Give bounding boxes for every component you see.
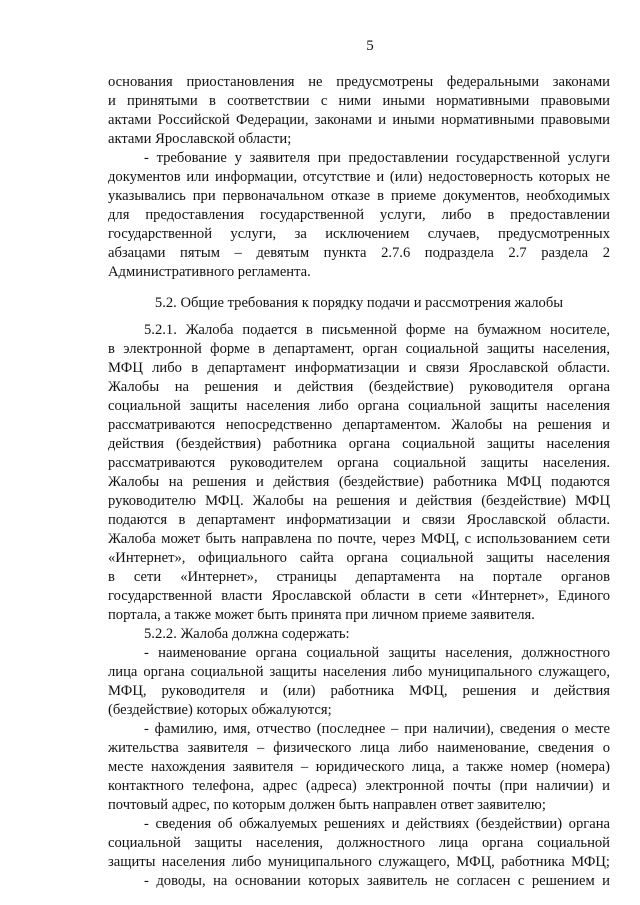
text-line: (бездействие) которых обжалуются; xyxy=(108,702,332,718)
text-line: контактного телефона, адрес (адреса) электронной почты (при наличии) и xyxy=(108,778,610,794)
text-line: государственной услуги, за исключением случаев, предусмотренных xyxy=(108,226,610,242)
text-line: для предоставления государственной услуги, либо в предоставлении xyxy=(108,207,610,223)
text-line: МФЦ либо в департамент информатизации и связи Ярославской области. xyxy=(108,360,610,376)
text-line: защиты населения либо муниципального служащего, МФЦ, работника МФЦ; xyxy=(108,854,610,870)
text-line: жительства заявителя – физического лица либо наименование, сведения о xyxy=(108,740,610,756)
page-number: 5 xyxy=(366,38,374,54)
text-line: подаются в департамент информатизации и связи Ярославской области. xyxy=(108,512,610,528)
text-line: основания приостановления не предусмотрены федеральными законами xyxy=(108,74,610,90)
text-line: МФЦ, руководителя и (или) работника МФЦ, решения и действия xyxy=(108,683,610,699)
text-line: - доводы, на основании которых заявитель не согласен с решением и xyxy=(144,873,610,889)
text-line: - фамилию, имя, отчество (последнее – при наличии), сведения о месте xyxy=(144,721,610,737)
text-line: лица органа социальной защиты населения либо муниципального служащего, xyxy=(108,664,610,680)
text-line: указывались при первоначальном отказе в приеме документов, необходимых xyxy=(108,188,610,204)
text-line: в электронной форме в департамент, орган социальной защиты населения, xyxy=(108,341,610,357)
text-line: «Интернет», официального сайта органа социальной защиты населения xyxy=(108,550,610,566)
text-line: - требование у заявителя при предоставлении государственной услуги xyxy=(144,150,610,166)
text-line: - наименование органа социальной защиты населения, должностного xyxy=(144,645,610,661)
text-line: документов или информации, отсутствие и (или) недостоверность которых не xyxy=(108,169,610,185)
text-line: рассматриваются непосредственно департаментом. Жалобы на решения и xyxy=(108,417,610,433)
text-line: 5.2.2. Жалоба должна содержать: xyxy=(144,626,350,642)
text-line: Административного регламента. xyxy=(108,264,311,280)
text-line: - сведения об обжалуемых решениях и действиях (бездействии) органа xyxy=(144,816,610,832)
text-line: месте нахождения заявителя – юридического лица, а также номер (номера) xyxy=(108,759,610,775)
text-line: государственной власти Ярославской области в сети «Интернет», Единого xyxy=(108,588,610,604)
text-line: Жалобы на решения и действия (бездействие) руководителя органа xyxy=(108,379,610,395)
text-line: Жалобы на решения и действия (бездействие) работника МФЦ подаются xyxy=(108,474,610,490)
text-line: в сети «Интернет», страницы департамента на портале органов xyxy=(108,569,610,585)
text-line: руководителю МФЦ. Жалобы на решения и действия (бездействие) МФЦ xyxy=(108,493,610,509)
text-line: рассматриваются руководителем органа социальной защиты населения. xyxy=(108,455,610,471)
text-line: актами Российской Федерации, законами и иными нормативными правовыми xyxy=(108,112,610,128)
section-heading: 5.2. Общие требования к порядку подачи и рассмотрения жалобы xyxy=(154,295,564,311)
text-line: социальной защиты населения, должностного лица органа социальной xyxy=(108,835,610,851)
text-line: абзацами пятым – девятым пункта 2.7.6 подраздела 2.7 раздела 2 xyxy=(108,245,610,261)
text-line: Жалоба может быть направлена по почте, через МФЦ, с использованием сети xyxy=(108,531,610,547)
text-line: 5.2.1. Жалоба подается в письменной форме на бумажном носителе, xyxy=(144,322,610,338)
text-line: действия (бездействия) работника органа социальной защиты населения xyxy=(108,436,610,452)
text-line: почтовый адрес, по которым должен быть направлен ответ заявителю; xyxy=(108,797,546,813)
text-line: актами Ярославской области; xyxy=(108,131,292,147)
text-line: социальной защиты населения либо органа социальной защиты населения xyxy=(108,398,610,414)
text-line: и принятыми в соответствии с ними иными нормативными правовыми xyxy=(108,93,610,109)
text-line: портала, а также может быть принята при личном приеме заявителя. xyxy=(108,607,535,623)
